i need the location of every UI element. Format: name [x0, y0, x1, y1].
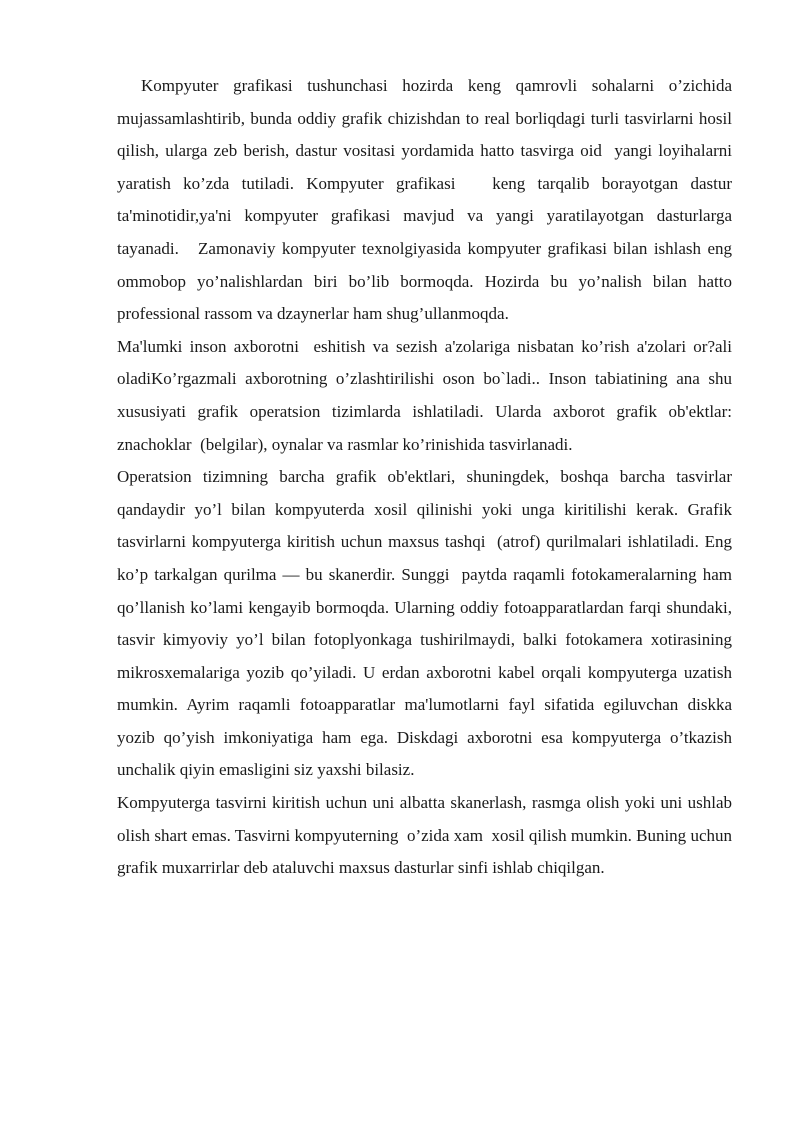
document-page: [117, 70, 737, 885]
paragraph-intro: Kompyuter grafikasi tushunchasi hozirda keng qamrovli sohalarni o’zichida mujassamlashtirib, bunda oddiy grafik chizishdan to real borliqdagi turli tasvirlarni hosil qilish, ularga zeb berish, dastur vositasi yordamida hatto tasvirga oid yangi loyihalarni yaratish ko’zda tutiladi. Kompyuter grafikasi keng tarqalib borayotgan dastur ta'minotidir,ya'ni kompyuter grafikasi mavjud va yangi yaratilayotgan dasturlarga tayanadi. Zamonaviy kompyuter texnolgiyasida kompyuter grafikasi bilan ishlash eng ommobop yo’nalishlardan biri bo’lib bormoqda. Hozirda bu yo’nalish bilan hatto professional rassom va dzaynerlar ham shug’ullanmoqda.: [117, 76, 737, 324]
paragraph-input-devices: Operatsion tizimning barcha grafik ob'ektlari, shuningdek, boshqa barcha tasvirlar qandaydir yo’l bilan kompyuterda xosil qilinishi yoki unga kiritilishi kerak. Grafik tasvirlarni kompyuterga kiritish uchun maxsus tashqi (atrof) qurilmalari ishlatiladi. Eng ko’p tarkalgan qurilma — bu skanerdir. Sunggi paytda raqamli fotokameralarning ham qo’llanish ko’lami kengayib bormoqda. Ularning oddiy fotoapparatlardan farqi shundaki, tasvir kimyoviy yo’l bilan fotoplyonkaga tushirilmaydi, balki fotokamera xotirasining mikrosxemalariga yozib qo’yiladi. U erdan axborotni kabel orqali kompyuterga uzatish mumkin. Ayrim raqamli fotoapparatlar ma'lumotlarni fayl sifatida egiluvchan diskka yozib qo’yish imkoniyatiga ham ega. Diskdagi axborotni esa kompyuterga o’tkazish unchalik qiyin emasligini siz yaxshi bilasiz.: [117, 467, 737, 780]
paragraph-graphic-editors: Kompyuterga tasvirni kiritish uchun uni albatta skanerlash, rasmga olish yoki uni ushlab olish shart emas. Tasvirni kompyuterning o’zida xam xosil qilish mumkin. Buning uchun grafik muxarrirlar deb ataluvchi maxsus dasturlar sinfi ishlab chiqilgan.: [117, 793, 737, 878]
paragraph-visual-perception: Ma'lumki inson axborotni eshitish va sezish a'zolariga nisbatan ko’rish a'zolari or?ali oladiKo’rgazmali axborotning o’zlashtirilishi oson bo`ladi.. Inson tabiatining ana shu xususiyati grafik operatsion tizimlarda ishlatiladi. Ularda axborot grafik ob'ektlar: znachoklar (belgilar), oynalar va rasmlar ko’rinishida tasvirlanadi.: [117, 336, 737, 454]
